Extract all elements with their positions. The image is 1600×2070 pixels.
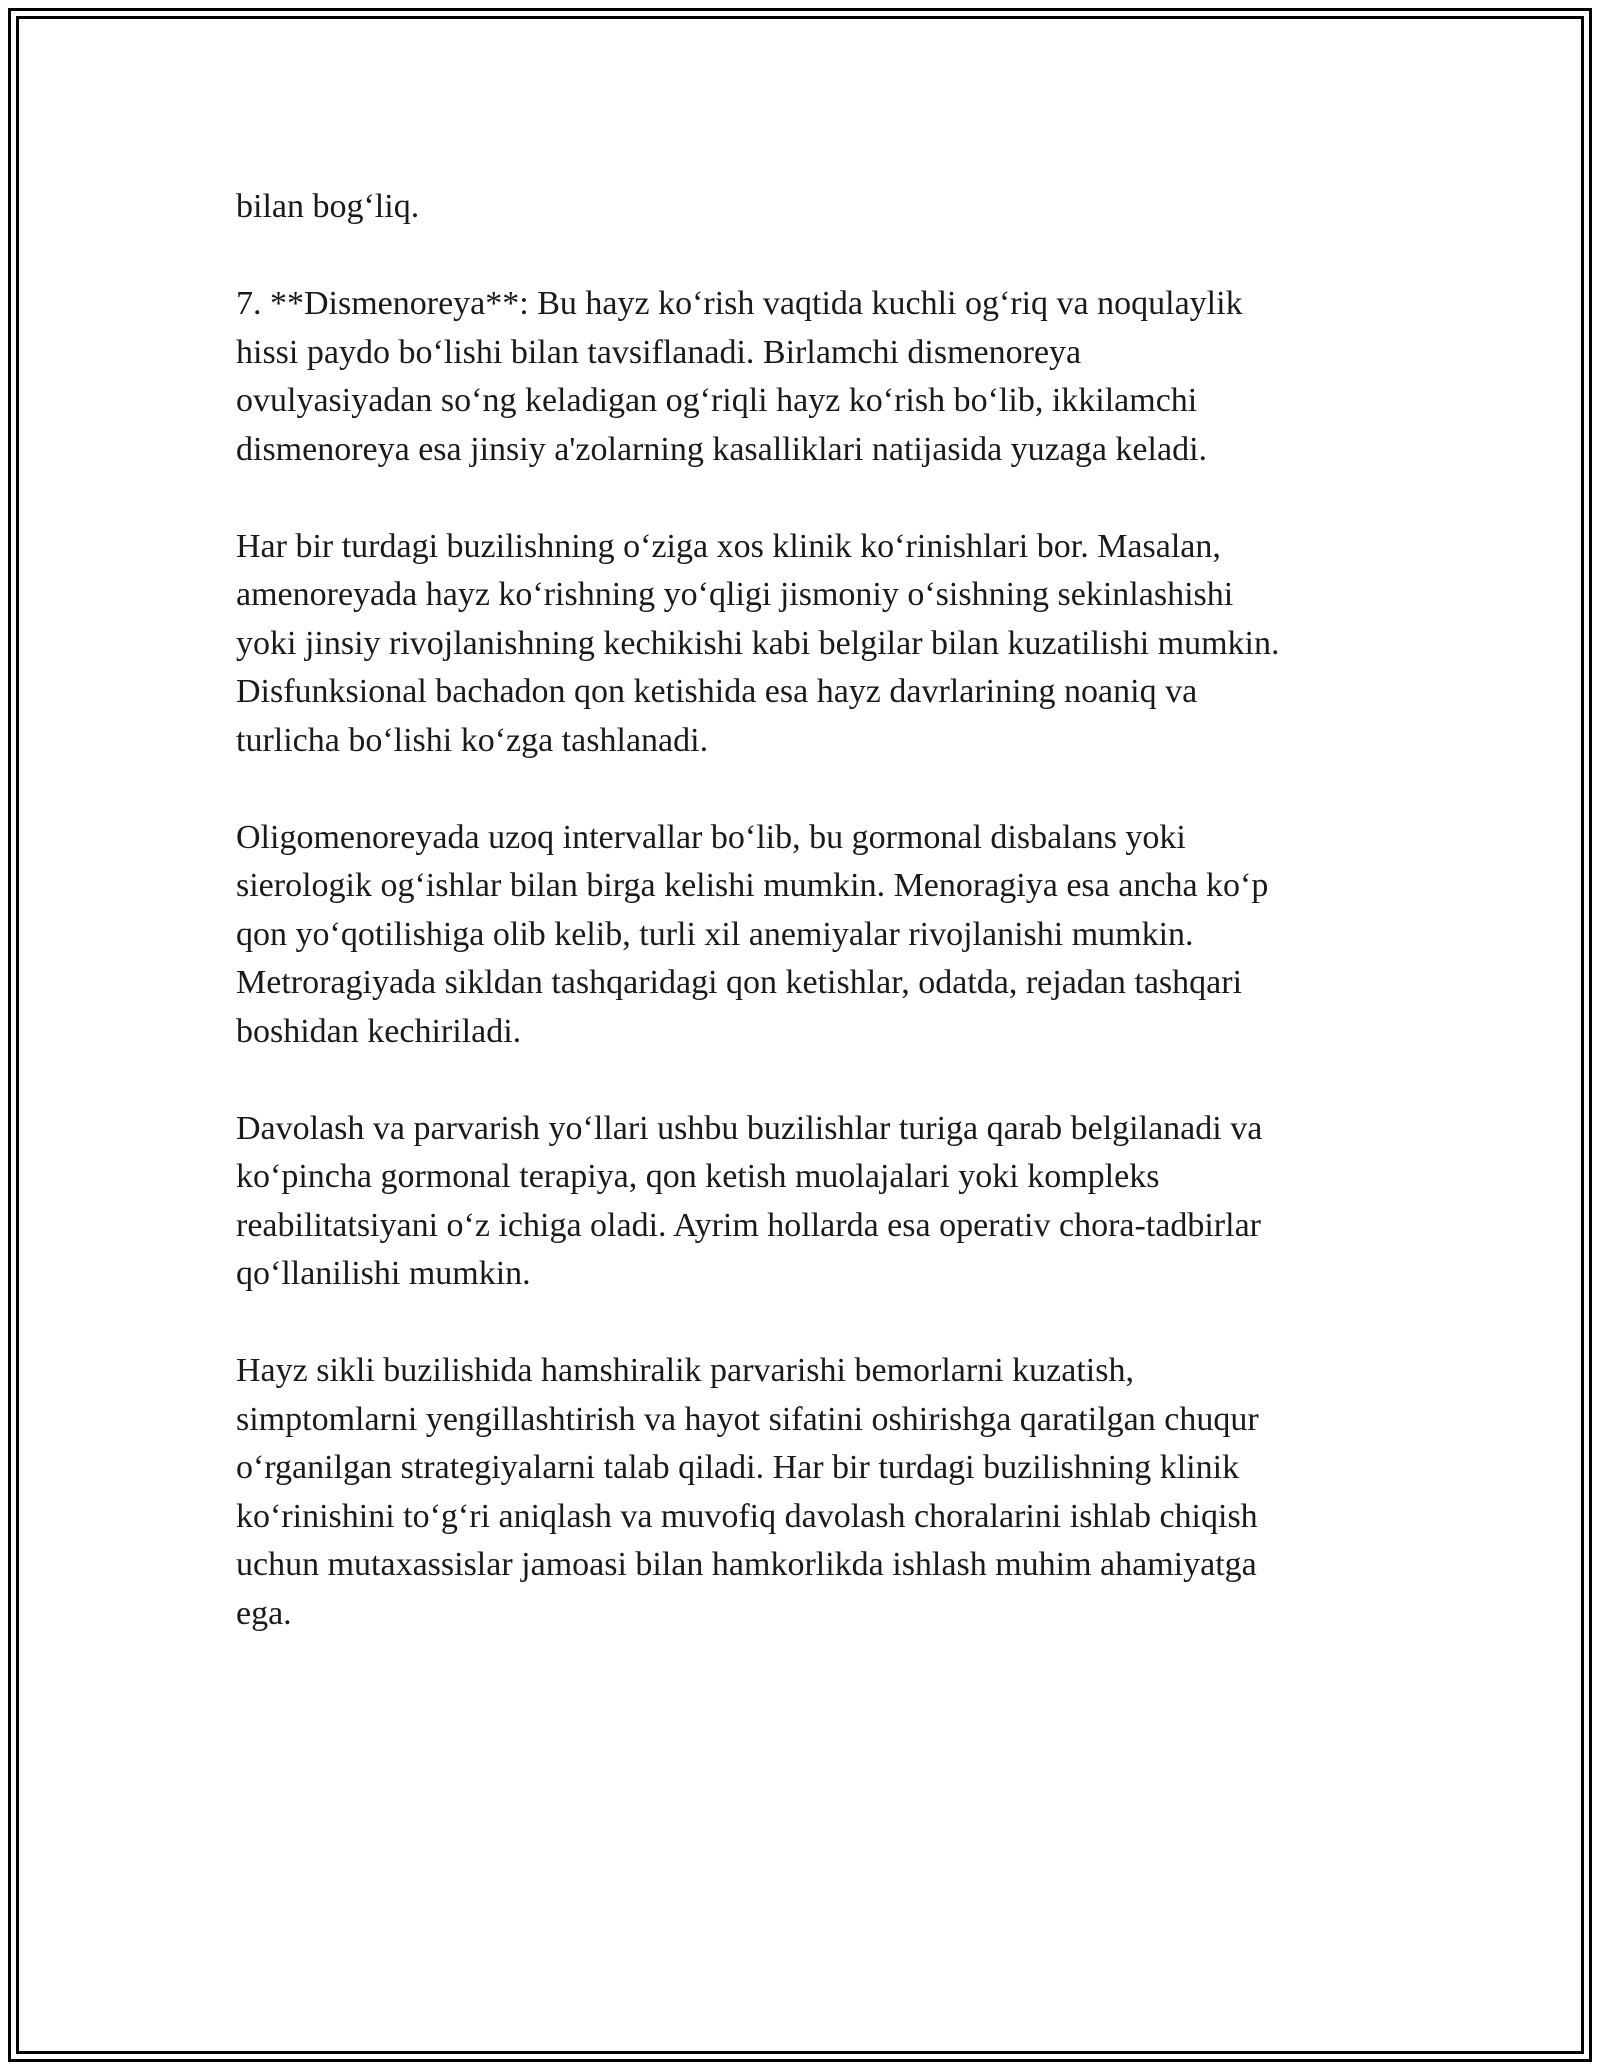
paragraph-nursing-care: Hayz sikli buzilishida hamshiralik parvarishi bemorlarni kuzatish, simptomlarni yengillashtirish va hayot sifatini oshirishga qaratilgan chuqur o‘rganilgan strategiyalarni talab qiladi. Har bir turdagi buzilishning klinik ko‘rinishini to‘g‘ri aniqlash va muvofiq davolash choralarini ishlab chiqish uchun mutaxassislar jamoasi bilan hamkorlikda ishlash muhim ahamiyatga ega. — [236, 1352, 1259, 1632]
paragraph-oligomenoreya: Oligomenoreyada uzoq intervallar bo‘lib, bu gormonal disbalans yoki sierologik og‘ishlar bilan birga kelishi mumkin. Menoragiya esa ancha ko‘p qon yo‘qotilishiga olib kelib, turli xil anemiyalar rivojlanishi mumkin. Metroragiyada sikldan tashqaridagi qon ketishlar, odatda, rejadan tashqari boshidan kechiriladi. — [236, 818, 1269, 1050]
paragraph-continuation: bilan bog‘liq. — [236, 188, 420, 225]
paragraph-dismenoreya: 7. **Dismenoreya**: Bu hayz ko‘rish vaqtida kuchli og‘riq va noqulaylik hissi paydo bo‘lishi bilan tavsiflanadi. Birlamchi dismenoreya ovulyasiyadan so‘ng keladigan og‘riqli hayz ko‘rish bo‘lib, ikkilamchi dismenoreya esa jinsiy a'zolarning kasalliklari natijasida yuzaga keladi. — [236, 285, 1243, 468]
document-body — [236, 183, 1376, 1687]
paragraph-clinical-signs: Har bir turdagi buzilishning o‘ziga xos klinik ko‘rinishlari bor. Masalan, amenoreyada hayz ko‘rishning yo‘qligi jismoniy o‘sishning sekinlashishi yoki jinsiy rivojlanishning kechikishi kabi belgilar bilan kuzatilishi mumkin. Disfunksional bachadon qon ketishida esa hayz davrlarining noaniq va turlicha bo‘lishi ko‘zga tashlanadi. — [236, 527, 1280, 759]
paragraph-treatment: Davolash va parvarish yo‘llari ushbu buzilishlar turiga qarab belgilanadi va ko‘pincha gormonal terapiya, qon ketish muolajalari yoki kompleks reabilitatsiyani o‘z ichiga oladi. Ayrim hollarda esa operativ chora-tadbirlar qo‘llanilishi mumkin. — [236, 1109, 1263, 1292]
